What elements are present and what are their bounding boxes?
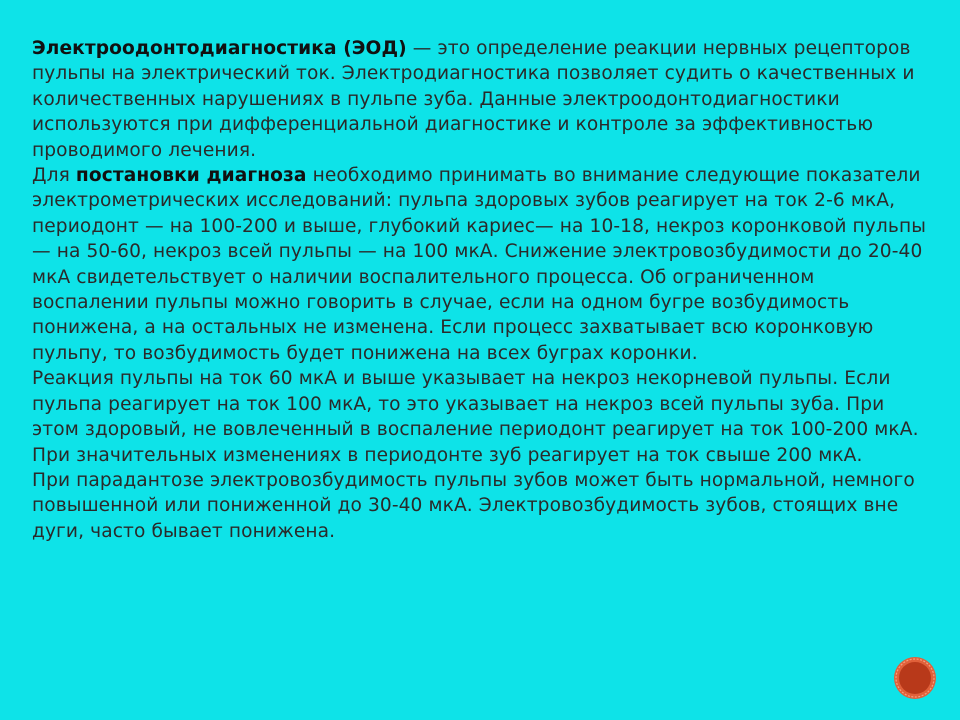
slide-text <box>32 36 932 544</box>
term-abbr: (ЭОД) <box>336 38 407 59</box>
diagnosis-bold: постановки диагноза <box>75 165 307 187</box>
paragraph-diagnosis <box>32 163 932 366</box>
diagnosis-text: необходимо принимать во внимание следующие показатели электрометрических исследований: пульпа здоровых зубов реагирует на ток 2-6 мкА, периодонт — на 100-200 и выше, глубокий кариес— на 10-18, некроз коронковой пульпы — на 50-60, некроз всей пульпы — на 100 мкА. Снижение электровозбудимости до 20-40 мкА свидетельствует о наличии воспалительного процесса. Об ограниченном воспалении пульпы можно говорить в случае, если на одном бугре возбудимость понижена, а на остальных не изменена. Если процесс захватывает всю коронковую пульпу, то возбудимость будет понижена на всех буграх коронки. <box>32 165 926 364</box>
orange-circle-badge-icon <box>893 656 937 700</box>
term-eod: Электроодонтодиагностика <box>32 38 337 59</box>
paragraph-definition <box>32 36 932 163</box>
paragraph-necrosis: Реакция пульпы на ток 60 мкА и выше указывает на некроз некорневой пульпы. Если пульпа реагирует на ток 100 мкА, то это указывает на некроз всей пульпы зуба. При этом здоровый, не вовлеченный в воспаление периодонт реагирует на ток 100-200 мкА. При значительных изменениях в периодонте зуб реагирует на ток свыше 200 мкА. <box>32 368 919 466</box>
definition-text: — это определение реакции нервных рецепторов пульпы на электрический ток. Электродиагностика позволяет судить о качественных и количественных нарушениях в пульпе зуба. Данные электроодонтодиагностики используются при дифференциальной диагностике и контроле за эффективностью проводимого лечения. <box>32 38 915 161</box>
diagnosis-start: Для <box>32 165 76 187</box>
paragraph-paradontosis: При парадантозе электровозбудимость пульпы зубов может быть нормальной, немного повышенной или пониженной до 30-40 мкА. Электровозбудимость зубов, стоящих вне дуги, часто бывает понижена. <box>32 469 915 542</box>
